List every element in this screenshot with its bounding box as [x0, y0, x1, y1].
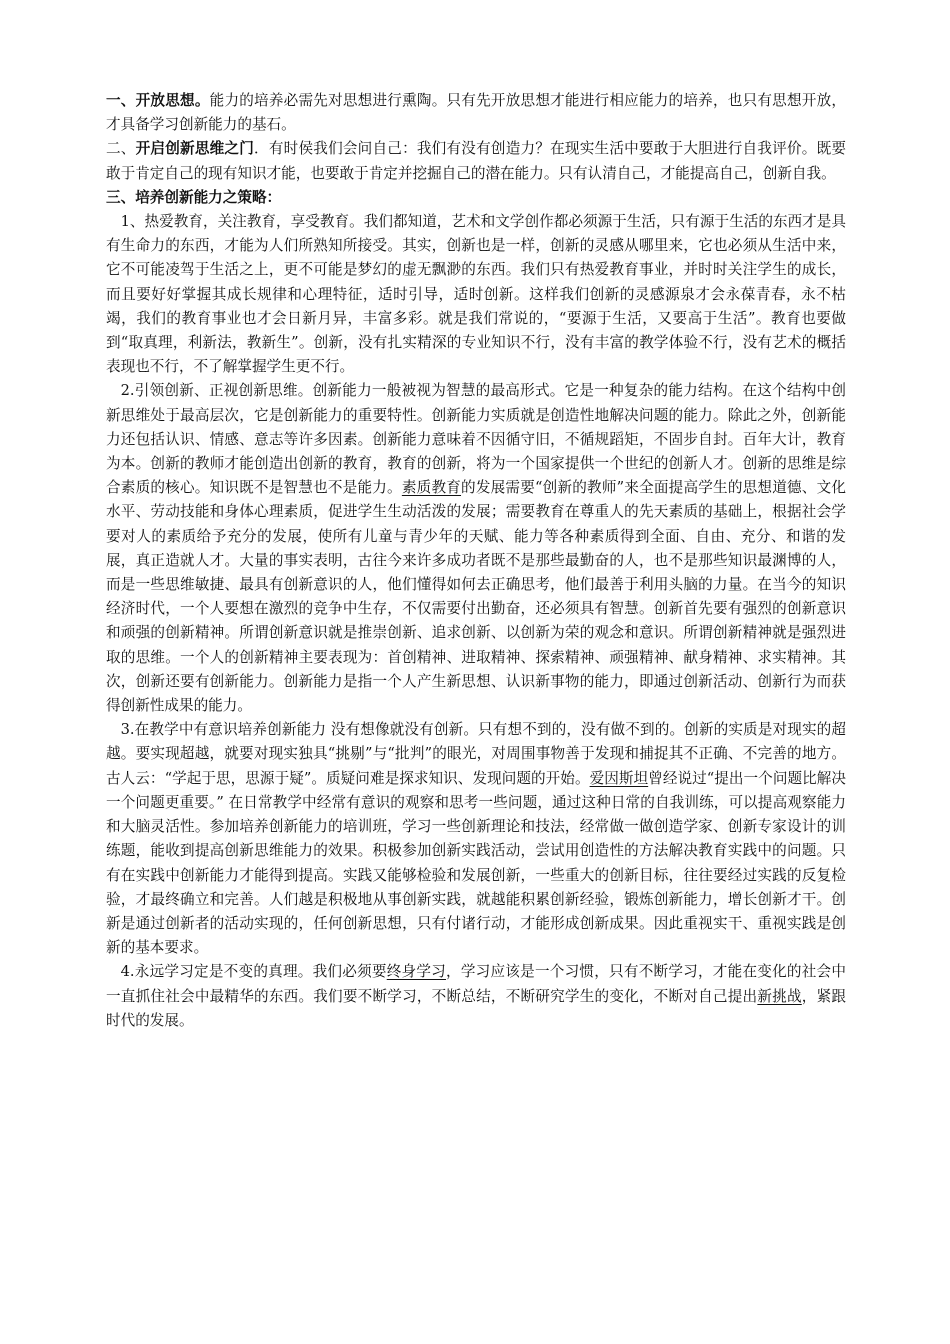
strategy-item-1: 1、热爱教育，关注教育，享受教育。我们都知道，艺术和文学创作都必须源于生活，只有源于生活的东西才是具有生命力的东西，才能为人们所熟知所接受。其实，创新也是一样，创新的灵感从哪里来，它也必须从生活中来，它不可能凌驾于生活之上，更不可能是梦幻的虚无飘渺的东西。我们只有热爱教育事业，并时时关注学生的成长，而且要好好掌握其成长规律和心理特征，适时引导，适时创新。这样我们创新的灵感源泉才会永葆青春，永不枯竭，我们的教育事业也才会日新月异，丰富多彩。就是我们常说的，“要源于生活，又要高于生活”。教育也要做到“取真理，利新法，教新生”。创新，没有扎实精深的专业知识不行，没有丰富的教学体验不行，没有艺术的概括表现也不行，不了解掌握学生更不行。 [106, 213, 846, 376]
section-1-heading: 一、开放思想。 [106, 92, 210, 109]
strategy-item-4 [106, 960, 846, 1033]
section-3-heading: 三、培养创新能力之策略： [106, 188, 282, 206]
quality-education-link[interactable]: 素质教育 [401, 479, 462, 497]
new-challenge-link[interactable]: 新挑战 [757, 987, 802, 1005]
strategy-item-4-text-a: 4.永远学习定是不变的真理。我们必须要 [120, 963, 387, 981]
section-1 [106, 89, 846, 137]
section-2-prefix: 二、 [106, 140, 136, 158]
strategy-item-4-text-b: ，学习应该是一个习惯，只有不断学习，才能在变化的社会中一直抓住社会中最精华的东西。我们要不断学习，不断总结，不断研究学生的变化，不断对自己提出 [106, 963, 846, 1005]
section-2 [106, 137, 846, 185]
einstein-link[interactable]: 爱因斯坦 [589, 769, 649, 787]
strategy-item-2-text-a: 2.引领创新、正视创新思维。创新能力一般被视为智慧的最高形式。它是一种复杂的能力结构。在这个结构中创新思维处于最高层次，它是创新能力的重要特性。创新能力实质就是创造性地解决问题的能力。除此之外，创新能力还包括认识、情感、意志等许多因素。创新能力意味着不因循守旧，不循规蹈矩，不固步自封。百年大计，教育为本。创新的教师才能创造出创新的教育，教育的创新，将为一个国家提供一个世纪的创新人才。创新的思维是综合素质的核心。知识既不是智慧也不是能力。 [106, 382, 846, 497]
strategy-item-2-text-b: 的发展需要“创新的教师”来全面提高学生的思想道德、文化水平、劳动技能和身体心理素质，促进学生生动活泼的发展；需要教育在尊重人的先天素质的基础上，根据社会学要对人的素质给予充分的发展，使所有儿童与青少年的天赋、能力等各种素质得到全面、自由、充分、和谐的发展，真正造就人才。大量的事实表明，古往今来许多成功者既不是那些最勤奋的人，也不是那些知识最渊博的人，而是一些思维敏捷、最具有创新意识的人，他们懂得如何去正确思考，他们最善于利用头脑的力量。在当今的知识经济时代，一个人要想在激烈的竞争中生存，不仅需要付出勤奋，还必须具有智慧。创新首先要有强烈的创新意识和顽强的创新精神。所谓创新意识就是推崇创新、追求创新、以创新为荣的观念和意识。所谓创新精神就是强烈进取的思维。一个人的创新精神主要表现为：首创精神、进取精神、探索精神、顽强精神、献身精神、求实精神。其次，创新还要有创新能力。创新能力是指一个人产生新思想、认识新事物的能力，即通过创新活动、创新行为而获得创新性成果的能力。 [106, 479, 846, 715]
strategy-item-3 [106, 718, 846, 960]
section-2-text: ．有时侯我们会问自己：我们有没有创造力？在现实生活中要敢于大胆进行自我评价。既要敢于肯定自己的现有知识才能，也要敢于肯定并挖掘自己的潜在能力。只有认清自己，才能提高自己，创新自我。 [106, 140, 846, 182]
strategy-item-3-text-b: 曾经说过“提出一个问题比解决一个问题更重要。” 在日常教学中经常有意识的观察和思考一些问题，通过这种日常的自我训练，可以提高观察能力和大脑灵活性。参加培养创新能力的培训班，学习一些创新理论和技法，经常做一做创造学家、创新专家设计的训练题，能收到提高创新思维能力的效果。积极参加创新实践活动，尝试用创造性的方法解决教育实践中的问题。只有在实践中创新能力才能得到提高。实践又能够检验和发展创新，一些重大的创新目标，往往要经过实践的反复检验，才最终确立和完善。人们越是积极地从事创新实践，就越能积累创新经验，锻炼创新能力，增长创新才干。创新是通过创新者的活动实现的，任何创新思想，只有付诸行动，才能形成创新成果。因此重视实干、重视实践是创新的基本要求。 [106, 769, 846, 957]
section-1-text: 能力的培养必需先对思想进行熏陶。只有先开放思想才能进行相应能力的培养，也只有思想开放，才具备学习创新能力的基石。 [106, 92, 846, 134]
document-body [106, 89, 846, 1033]
strategy-item-4-text-c: ，紧跟时代的发展。 [106, 987, 846, 1029]
strategy-item-2 [106, 379, 846, 718]
strategy-item-3-text-a: 3.在教学中有意识培养创新能力 没有想像就没有创新。只有想不到的，没有做不到的。创新的实质是对现实的超越。要实现超越，就要对现实独具“挑剔”与“批判”的眼光，对周围事物善于发现和捕捉其不正确、不完善的地方。古人云：“学起于思，思源于疑”。质疑问难是探求知识、发现问题的开始。 [106, 721, 846, 787]
section-2-heading: 开启创新思维之门 [135, 140, 255, 158]
lifelong-learning-link[interactable]: 终身学习 [386, 963, 447, 981]
